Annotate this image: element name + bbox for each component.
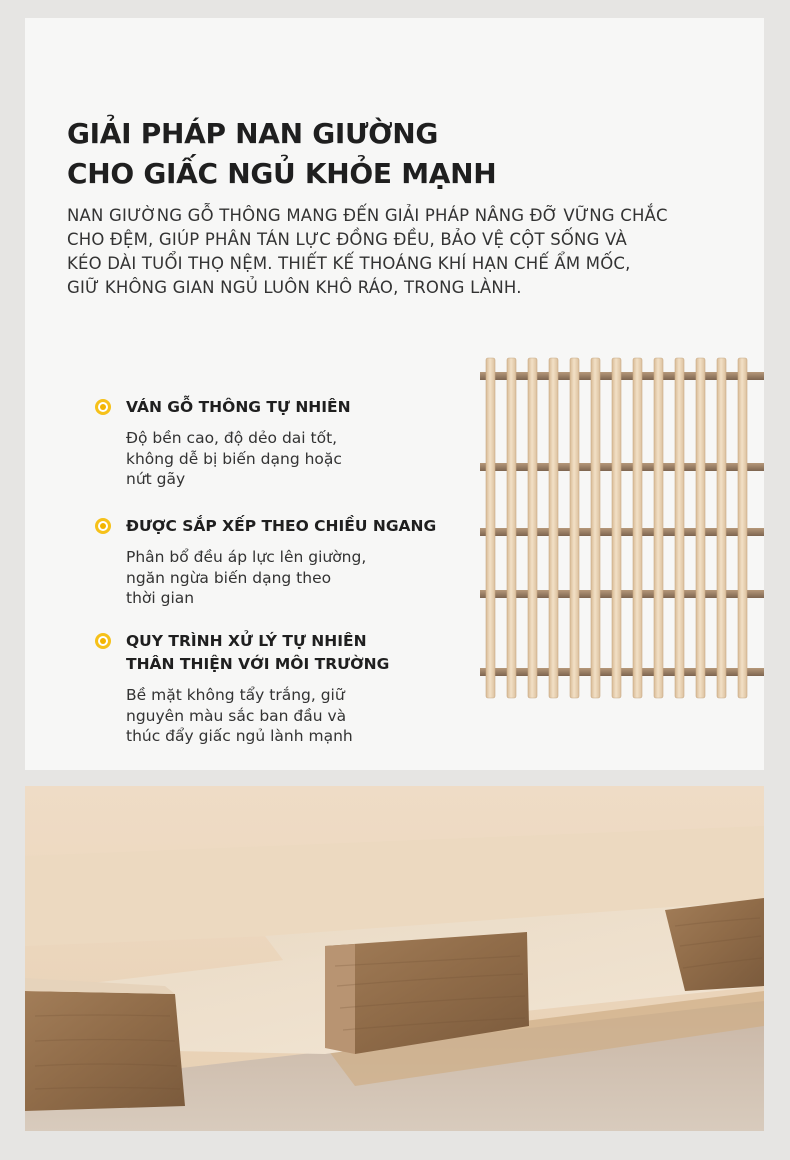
bed-slat — [591, 358, 600, 698]
feature-title-line: QUY TRÌNH XỬ LÝ TỰ NHIÊN — [126, 632, 367, 650]
feature-title — [126, 396, 455, 419]
pine-slat-closeup-photo — [25, 786, 764, 1131]
bed-slat — [612, 358, 621, 698]
bed-slats-illustration — [476, 350, 764, 702]
feature-desc-line: Bề mặt không tẩy trắng, giữ — [126, 686, 345, 704]
page-title — [67, 114, 727, 194]
feature-horizontal-layout — [95, 515, 455, 609]
intro-line: GIỮ KHÔNG GIAN NGỦ LUÔN KHÔ RÁO, TRONG LÀNH. — [67, 278, 522, 297]
feature-desc-line: thời gian — [126, 589, 195, 607]
bullet-dot-icon — [95, 399, 111, 415]
feature-description — [126, 547, 455, 609]
bed-slat — [654, 358, 663, 698]
feature-description — [126, 685, 455, 747]
feature-desc-line: ngăn ngừa biến dạng theo — [126, 568, 332, 587]
bed-slat — [549, 358, 558, 698]
feature-desc-line: Phân bổ đều áp lực lên giường, — [126, 548, 367, 566]
feature-desc-line: thúc đẩy giấc ngủ lành mạnh — [126, 727, 353, 745]
bed-slat — [528, 358, 537, 698]
feature-title-line: VÁN GỖ THÔNG TỰ NHIÊN — [126, 398, 351, 416]
feature-title-line: ĐƯỢC SẮP XẾP THEO CHIỀU NGANG — [126, 517, 437, 535]
title-line-1: GIẢI PHÁP NAN GIƯỜNG — [67, 117, 439, 150]
feature-desc-line: không dễ bị biến dạng hoặc — [126, 449, 342, 468]
feature-title-line: THÂN THIỆN VỚI MÔI TRƯỜNG — [126, 655, 390, 673]
feature-desc-line: Độ bền cao, độ dẻo dai tốt, — [126, 429, 338, 447]
feature-desc-line: nguyên màu sắc ban đầu và — [126, 706, 347, 725]
intro-paragraph — [67, 204, 727, 300]
intro-line: KÉO DÀI TUỔI THỌ NỆM. THIẾT KẾ THOÁNG KHÍ HẠN CHẾ ẨM MỐC, — [67, 254, 631, 273]
bed-slat — [507, 358, 516, 698]
intro-line: NAN GIƯỜNG GỖ THÔNG MANG ĐẾN GIẢI PHÁP NÂNG ĐỠ VỮNG CHẮC — [67, 206, 668, 225]
bed-slat — [570, 358, 579, 698]
bed-slat — [486, 358, 495, 698]
bed-slat — [696, 358, 705, 698]
feature-description — [126, 428, 455, 490]
bed-slat — [633, 358, 642, 698]
info-card — [25, 18, 764, 770]
feature-natural-pine — [95, 396, 455, 490]
bed-slat — [738, 358, 747, 698]
intro-line: CHO ĐỆM, GIÚP PHÂN TÁN LỰC ĐỒNG ĐỀU, BẢO VỆ CỘT SỐNG VÀ — [67, 230, 627, 249]
bed-slat — [675, 358, 684, 698]
feature-title — [126, 630, 455, 676]
feature-desc-line: nứt gãy — [126, 470, 186, 488]
bed-slat — [717, 358, 726, 698]
bullet-dot-icon — [95, 518, 111, 534]
feature-title — [126, 515, 455, 538]
title-line-2: CHO GIẤC NGỦ KHỎE MẠNH — [67, 157, 497, 190]
feature-natural-process — [95, 630, 455, 747]
bullet-dot-icon — [95, 633, 111, 649]
